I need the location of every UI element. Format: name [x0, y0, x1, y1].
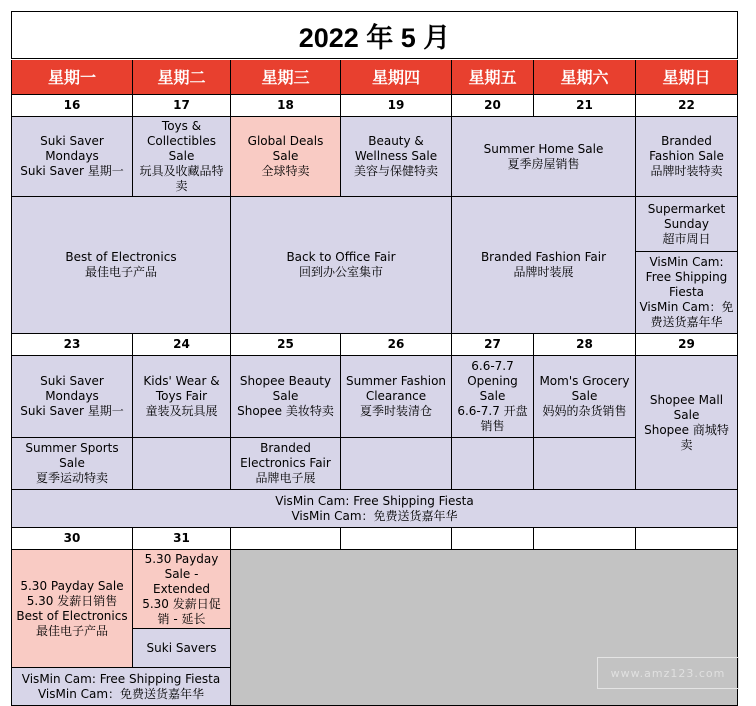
date-cell: 18: [231, 95, 341, 117]
date-cell: 23: [11, 334, 133, 356]
calendar-title: 2022 年 5 月: [11, 11, 738, 59]
event-line: Best of Electronics: [65, 250, 177, 264]
event-branded-fashion-fair: [452, 197, 636, 334]
event-line: 回到办公室集市: [298, 265, 383, 279]
event-opening-sale: [452, 356, 534, 438]
event-line: 品牌电子展: [255, 471, 316, 485]
event-line: 品牌时装特卖: [650, 164, 723, 178]
event-line: Wellness Sale: [354, 149, 438, 163]
empty-date-cell: [534, 528, 636, 550]
event-back-to-office-fair: [231, 197, 452, 334]
event-beauty-wellness-sale: [341, 117, 452, 197]
empty-date-cell: [341, 528, 452, 550]
event-global-deals-sale: [231, 117, 341, 197]
event-kids-wear-toys-fair: [133, 356, 231, 438]
event-line: 最佳电子产品: [35, 623, 108, 638]
empty-event-cell: [133, 438, 231, 490]
event-line: Suki Saver: [40, 374, 104, 388]
weekday-header-sat: 星期六: [534, 60, 636, 95]
weekday-header-mon: 星期一: [11, 60, 133, 95]
event-line: 卖: [680, 437, 693, 452]
date-cell: 19: [341, 95, 452, 117]
event-line: 最佳电子产品: [84, 265, 157, 279]
event-vismin-free-shipping: [11, 490, 738, 528]
event-line: Mondays: [45, 389, 99, 403]
event-payday-sale: [11, 550, 133, 668]
event-line: Mondays: [45, 149, 99, 163]
empty-date-cell: [231, 528, 341, 550]
event-line: 超市周日: [662, 231, 711, 246]
event-line: Shopee 商城特: [644, 422, 729, 437]
date-cell: 31: [133, 528, 231, 550]
event-line: Sale: [168, 149, 195, 163]
event-line: Best of Electronics: [16, 608, 128, 623]
date-cell: 16: [11, 95, 133, 117]
event-supermarket-sunday: [636, 197, 738, 252]
event-line: Kids' Wear &: [143, 374, 220, 388]
event-shopee-mall-sale: [636, 356, 738, 490]
event-line: Free Shipping: [645, 270, 728, 284]
event-branded-fashion-sale: [636, 117, 738, 197]
event-line: 夏季运动特卖: [35, 471, 108, 485]
event-line: Clearance: [365, 389, 427, 403]
event-line: 玩具及收藏品特: [139, 164, 224, 178]
date-cell: 27: [452, 334, 534, 356]
event-toys-collectibles-sale: [133, 117, 231, 197]
event-vismin-free-shipping: [636, 252, 738, 334]
event-line: Toys Fair: [155, 389, 208, 403]
event-summer-home-sale: [452, 117, 636, 197]
event-line: Suki Saver 星期一: [20, 164, 124, 178]
calendar-grid: [11, 60, 738, 701]
event-vismin-free-shipping: [11, 668, 231, 706]
event-shopee-beauty-sale: [231, 356, 341, 438]
date-cell: 29: [636, 334, 738, 356]
event-line: Shopee Beauty: [239, 374, 332, 388]
event-line: 品牌时装展: [513, 265, 574, 279]
date-cell: 25: [231, 334, 341, 356]
event-line: 5.30 发薪日促: [142, 596, 221, 611]
event-line: Sale: [673, 407, 700, 422]
event-line: 卖: [175, 179, 188, 193]
event-line: Fashion Sale: [649, 149, 724, 163]
event-suki-savers: [133, 629, 231, 668]
date-cell: 30: [11, 528, 133, 550]
empty-event-cell: [452, 438, 534, 490]
event-line: 全球特卖: [261, 164, 310, 178]
event-line: Branded Fashion Fair: [480, 250, 607, 264]
event-branded-electronics-fair: [231, 438, 341, 490]
event-line: Suki Savers: [146, 640, 217, 655]
date-cell: 24: [133, 334, 231, 356]
date-cell: 17: [133, 95, 231, 117]
event-line: Shopee 美妆特卖: [237, 404, 334, 418]
event-line: 费送货嘉年华: [650, 315, 723, 329]
event-line: Summer Fashion: [345, 374, 447, 388]
event-payday-sale-extended: [133, 550, 231, 629]
event-line: Sale: [479, 389, 506, 403]
event-line: Back to Office Fair: [286, 250, 396, 264]
weekday-header-tue: 星期二: [133, 60, 231, 95]
event-line: 6.6-7.7 开盘: [457, 404, 528, 418]
event-best-of-electronics: [11, 197, 231, 334]
event-line: Sunday: [664, 216, 709, 231]
watermark: www.amz123.com: [597, 657, 739, 689]
event-summer-fashion-clearance: [341, 356, 452, 438]
event-moms-grocery-sale: [534, 356, 636, 438]
event-line: Sale: [272, 149, 299, 163]
event-line: Sale: [272, 389, 299, 403]
event-line: Beauty &: [368, 134, 424, 148]
event-line: Sale: [59, 456, 85, 470]
event-line: Summer Home Sale: [483, 141, 604, 156]
weekday-header-fri: 星期五: [452, 60, 534, 95]
event-line: Electronics Fair: [240, 456, 331, 470]
event-line: Suki Saver 星期一: [20, 404, 124, 418]
event-line: Shopee Mall: [649, 392, 724, 407]
weekday-header-sun: 星期日: [636, 60, 738, 95]
event-line: 美容与保健特卖: [353, 164, 438, 178]
event-line: VisMin Cam：免: [639, 300, 734, 314]
event-line: 夏季房屋销售: [507, 156, 580, 171]
event-line: 5.30 Payday Sale: [20, 578, 124, 593]
weekday-header-thu: 星期四: [341, 60, 452, 95]
empty-event-cell: [341, 438, 452, 490]
event-line: Fiesta: [668, 285, 705, 299]
event-line: VisMin Cam：免费送货嘉年华: [37, 686, 205, 701]
event-suki-saver-mondays: [11, 356, 133, 438]
event-line: 5.30 发薪日销售: [26, 593, 118, 608]
event-line: 夏季时装清仓: [359, 404, 432, 418]
event-summer-sports-sale: [11, 438, 133, 490]
event-line: 销 - 延长: [157, 611, 206, 626]
event-line: 销售: [480, 419, 505, 433]
event-line: Suki Saver: [40, 134, 104, 148]
event-line: VisMin Cam：免费送货嘉年华: [291, 508, 458, 523]
empty-event-cell: [534, 438, 636, 490]
date-cell: 26: [341, 334, 452, 356]
event-line: Opening: [467, 374, 518, 388]
weekday-header-wed: 星期三: [231, 60, 341, 95]
event-line: Branded: [260, 441, 311, 455]
empty-date-cell: [452, 528, 534, 550]
event-line: VisMin Cam: Free Shipping Fiesta: [21, 671, 221, 686]
event-line: Global Deals: [247, 134, 324, 148]
event-line: VisMin Cam:: [649, 255, 724, 269]
event-suki-saver-mondays: [11, 117, 133, 197]
event-line: Supermarket: [647, 201, 726, 216]
empty-date-cell: [636, 528, 738, 550]
date-cell: 20: [452, 95, 534, 117]
date-cell: 22: [636, 95, 738, 117]
event-line: 6.6-7.7: [471, 359, 514, 373]
event-line: Sale - Extended: [153, 566, 210, 596]
event-line: Sale: [571, 389, 598, 403]
event-line: VisMin Cam: Free Shipping Fiesta: [275, 493, 474, 508]
event-line: Mom's Grocery: [539, 374, 630, 388]
event-line: 妈妈的杂货销售: [542, 404, 627, 418]
event-line: 童装及玩具展: [145, 404, 218, 418]
date-cell: 21: [534, 95, 636, 117]
event-line: Summer Sports: [25, 441, 119, 455]
date-cell: 28: [534, 334, 636, 356]
event-line: Branded: [661, 134, 712, 148]
event-line: 5.30 Payday: [144, 551, 219, 566]
event-line: Collectibles: [147, 134, 216, 148]
event-line: Toys &: [161, 119, 202, 133]
